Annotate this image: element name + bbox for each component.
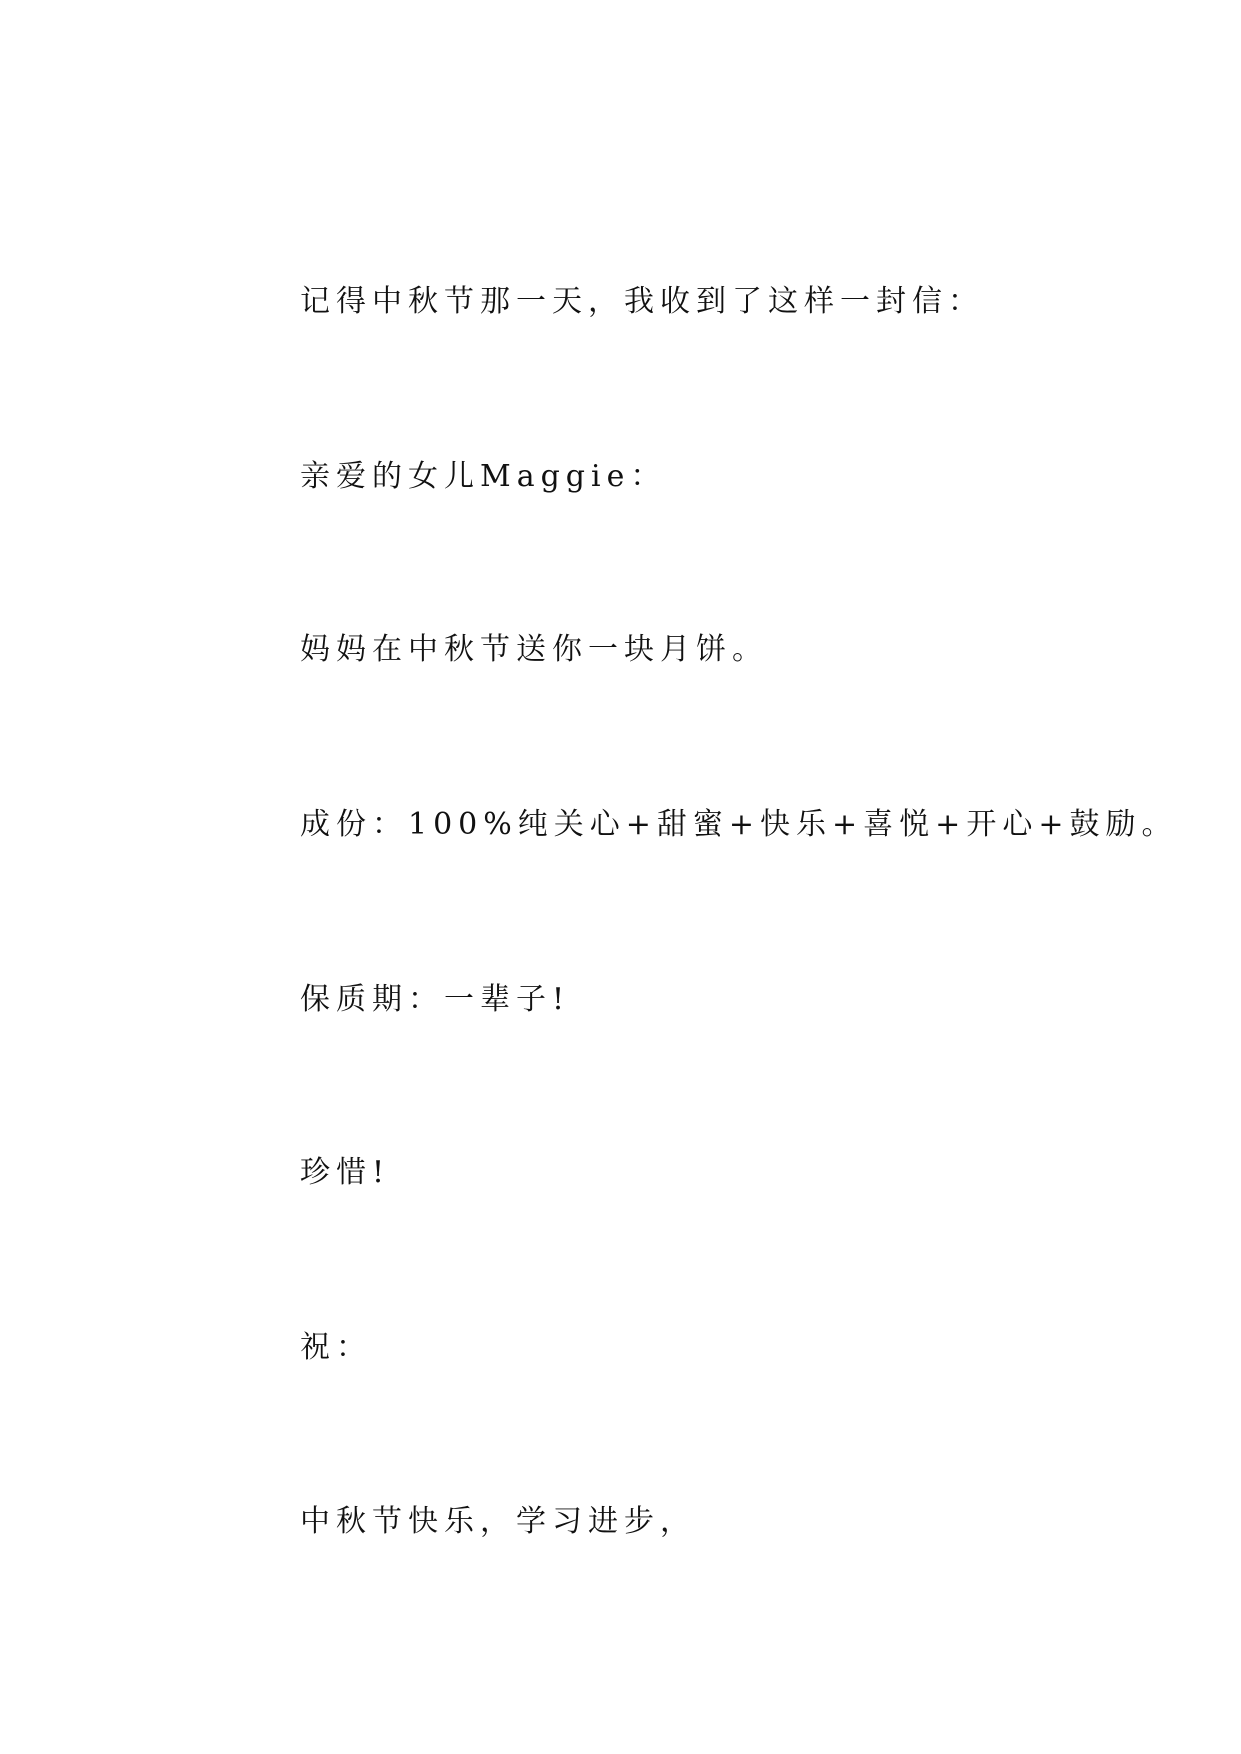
paragraph-salutation: 亲爱的女儿Maggie： xyxy=(300,459,667,494)
paragraph-ingredients: 成份：100%纯关心+甜蜜+快乐+喜悦+开心+鼓励。 xyxy=(300,807,1178,842)
paragraph-wish-label: 祝： xyxy=(300,1330,372,1365)
paragraph-cherish: 珍惜! xyxy=(300,1155,391,1190)
paragraph-intro: 记得中秋节那一天，我收到了这样一封信： xyxy=(300,284,984,319)
paragraph-wishes: 中秋节快乐，学习进步， xyxy=(300,1504,696,1539)
paragraph-shelf-life: 保质期：一辈子! xyxy=(300,982,571,1017)
paragraph-gift: 妈妈在中秋节送你一块月饼。 xyxy=(300,632,768,667)
